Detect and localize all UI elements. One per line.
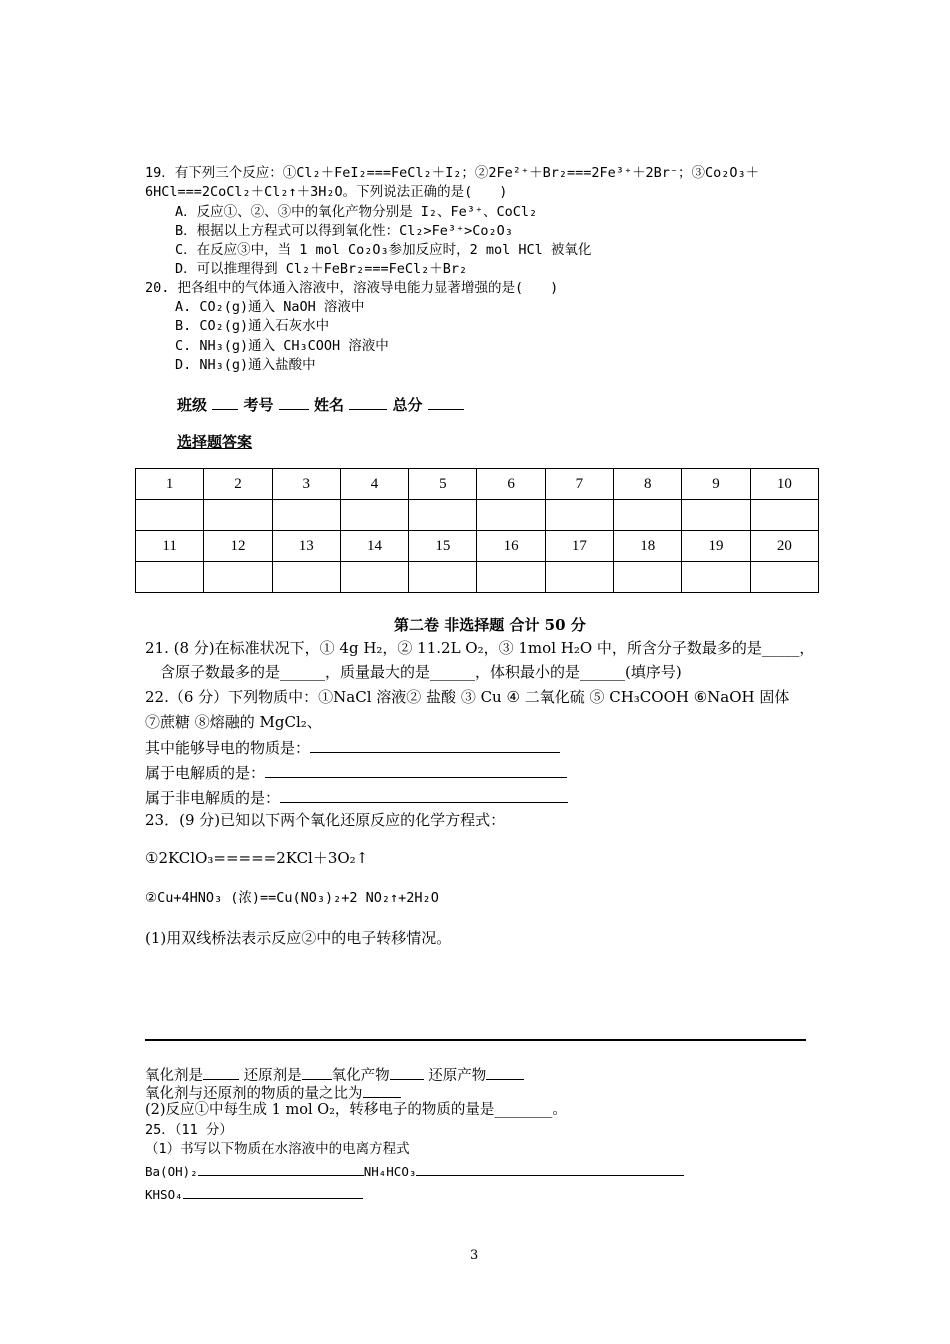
conductive-blank[interactable] (310, 738, 560, 753)
oxidant-label: 氧化剂是 (145, 1068, 203, 1084)
answer-table (135, 468, 819, 593)
q20-option-b: B. CO₂(g)通入石灰水中 (175, 318, 330, 334)
answer-header-cell: 5 (409, 469, 477, 500)
answer-cell[interactable] (614, 562, 682, 593)
q21-line2: 含原子数最多的是______，质量最大的是______，体积最小的是______(填序号) (160, 663, 682, 681)
nh4hco3-blank[interactable] (416, 1161, 684, 1176)
q22-line2: ⑦蔗糖 ⑧熔融的 MgCl₂、 (145, 713, 322, 731)
answer-header-cell: 6 (477, 469, 545, 500)
reductant-label: 还原剂是 (243, 1068, 302, 1084)
answer-cell[interactable] (409, 562, 477, 593)
answer-header-cell: 11 (136, 531, 204, 562)
answer-input-row-1 (136, 500, 819, 531)
khso4-blank[interactable] (183, 1184, 363, 1199)
answer-header-cell: 4 (340, 469, 408, 500)
non-electrolyte-blank[interactable] (280, 788, 568, 803)
red-product-label: 还原产物 (428, 1068, 487, 1084)
nh4hco3-label: NH₄HCO₃ (363, 1164, 417, 1179)
answer-cell[interactable] (272, 500, 340, 531)
answer-header-cell: 13 (272, 531, 340, 562)
oxidant-blank[interactable] (203, 1065, 239, 1080)
q23-equation-2: ②Cu+4HNO₃ (浓)==Cu(NO₃)₂+2 NO₂↑+2H₂O (145, 890, 439, 906)
answer-cell[interactable] (272, 562, 340, 593)
page-number: 3 (470, 1248, 479, 1263)
answer-header-row-2 (136, 531, 819, 562)
answer-header-row-1 (136, 469, 819, 500)
answer-cell[interactable] (477, 562, 545, 593)
q23-ratio-line (145, 1083, 401, 1103)
q19-option-b: B．根据以上方程式可以得到氧化性：Cl₂>Fe³⁺>Co₂O₃ (175, 223, 513, 239)
answer-header-cell: 18 (614, 531, 682, 562)
q19-option-c: C．在反应③中，当 1 mol Co₂O₃参加反应时，2 mol HCl 被氧化 (175, 242, 592, 258)
q19-line2: 6HCl===2CoCl₂＋Cl₂↑＋3H₂O。下列说法正确的是( ) (145, 184, 508, 200)
answer-header-cell: 12 (204, 531, 272, 562)
q19-line1: 19．有下列三个反应：①Cl₂＋FeI₂===FeCl₂＋I₂；②2Fe²⁺＋Br₂===2Fe³⁺＋2Br⁻；③Co₂O₃＋ (145, 165, 760, 181)
q20-option-a: A. CO₂(g)通入 NaOH 溶液中 (175, 299, 365, 315)
name-blank[interactable] (349, 395, 387, 410)
exam-no-label: 考号 (243, 396, 274, 414)
electrolyte-blank[interactable] (265, 763, 567, 778)
answer-cell[interactable] (340, 500, 408, 531)
answer-header-cell: 8 (614, 469, 682, 500)
q22-conductive-label: 其中能够导电的物质是： (145, 739, 311, 757)
answer-table-title: 选择题答案 (177, 433, 253, 451)
q25-sub1: （1）书写以下物质在水溶液中的电离方程式 (145, 1141, 410, 1157)
ratio-label: 氧化剂与还原剂的物质的量之比为 (145, 1086, 363, 1102)
answer-cell[interactable] (136, 500, 204, 531)
answer-header-cell: 7 (545, 469, 613, 500)
q23-equation-1: ①2KClO₃=====2KCl＋3O₂↑ (145, 849, 369, 867)
q22-electrolyte (145, 763, 567, 782)
answer-cell[interactable] (750, 562, 818, 593)
answer-cell[interactable] (682, 500, 750, 531)
ox-product-blank[interactable] (390, 1065, 424, 1080)
total-label: 总分 (392, 396, 423, 414)
red-product-blank[interactable] (486, 1065, 524, 1080)
answer-cell[interactable] (409, 500, 477, 531)
q21-line1: 21. (8 分)在标准状况下，① 4g H₂，② 11.2L O₂，③ 1mol H₂O 中，所含分子数最多的是_____， (145, 639, 815, 657)
q22-non-electrolyte-label: 属于非电解质的是： (145, 789, 281, 807)
khso4-label: KHSO₄ (145, 1187, 183, 1202)
answer-header-cell: 15 (409, 531, 477, 562)
section2-title: 第二卷 非选择题 合计 50 分 (394, 616, 586, 634)
q23-sub1: (1)用双线桥法表示反应②中的电子转移情况。 (145, 929, 452, 947)
answer-header-cell: 14 (340, 531, 408, 562)
answer-header-cell: 16 (477, 531, 545, 562)
ox-product-label: 氧化产物 (331, 1068, 390, 1084)
answer-cell[interactable] (545, 562, 613, 593)
q20-option-d: D. NH₃(g)通入盐酸中 (175, 357, 316, 373)
q22-line1: 22.（6 分）下列物质中：①NaCl 溶液② 盐酸 ③ Cu ④ 二氧化硫 ⑤ CH₃COOH ⑥NaOH 固体 (145, 688, 790, 706)
q19-option-a: A．反应①、②、③中的氧化产物分别是 I₂、Fe³⁺、CoCl₂ (175, 204, 538, 220)
answer-cell[interactable] (750, 500, 818, 531)
q22-conductive (145, 738, 560, 757)
q25-stem: 25．（11 分） (145, 1122, 233, 1138)
exam-no-blank[interactable] (279, 395, 309, 410)
q22-non-electrolyte (145, 788, 568, 807)
answer-cell[interactable] (136, 562, 204, 593)
answer-cell[interactable] (545, 500, 613, 531)
q23-sub2: (2)反应①中每生成 1 mol O₂，转移电子的物质的量是________。 (145, 1102, 567, 1118)
q20-option-c: C. NH₃(g)通入 CH₃COOH 溶液中 (175, 338, 389, 354)
answer-cell[interactable] (682, 562, 750, 593)
q20-stem: 20. 把各组中的气体通入溶液中，溶液导电能力显著增强的是( ) (145, 280, 559, 296)
q25-line-baoh2-nh4hco3 (145, 1161, 684, 1181)
answer-header-cell: 1 (136, 469, 204, 500)
total-blank[interactable] (428, 395, 464, 410)
answer-input-row-2 (136, 562, 819, 593)
name-label: 姓名 (313, 396, 344, 414)
answer-cell[interactable] (614, 500, 682, 531)
q23-fill-line (145, 1065, 524, 1085)
baoh2-blank[interactable] (198, 1161, 364, 1176)
class-blank[interactable] (212, 395, 238, 410)
answer-cell[interactable] (477, 500, 545, 531)
answer-header-cell: 19 (682, 531, 750, 562)
q22-electrolyte-label: 属于电解质的是： (145, 764, 266, 782)
q25-line-khso4 (145, 1184, 363, 1204)
reductant-blank[interactable] (302, 1065, 332, 1080)
ratio-blank[interactable] (363, 1083, 401, 1098)
student-info-line (177, 395, 464, 414)
answer-header-cell: 9 (682, 469, 750, 500)
baoh2-label: Ba(OH)₂ (145, 1164, 198, 1179)
answer-cell[interactable] (204, 562, 272, 593)
answer-header-cell: 2 (204, 469, 272, 500)
divider-line (145, 1039, 806, 1041)
q19-option-d: D．可以推理得到 Cl₂＋FeBr₂===FeCl₂＋Br₂ (175, 261, 468, 277)
class-label: 班级 (177, 396, 208, 414)
answer-header-cell: 17 (545, 531, 613, 562)
answer-header-cell: 20 (750, 531, 818, 562)
answer-cell[interactable] (204, 500, 272, 531)
answer-cell[interactable] (340, 562, 408, 593)
answer-header-cell: 3 (272, 469, 340, 500)
q23-stem: 23．(9 分)已知以下两个氧化还原反应的化学方程式： (145, 811, 506, 829)
answer-header-cell: 10 (750, 469, 818, 500)
